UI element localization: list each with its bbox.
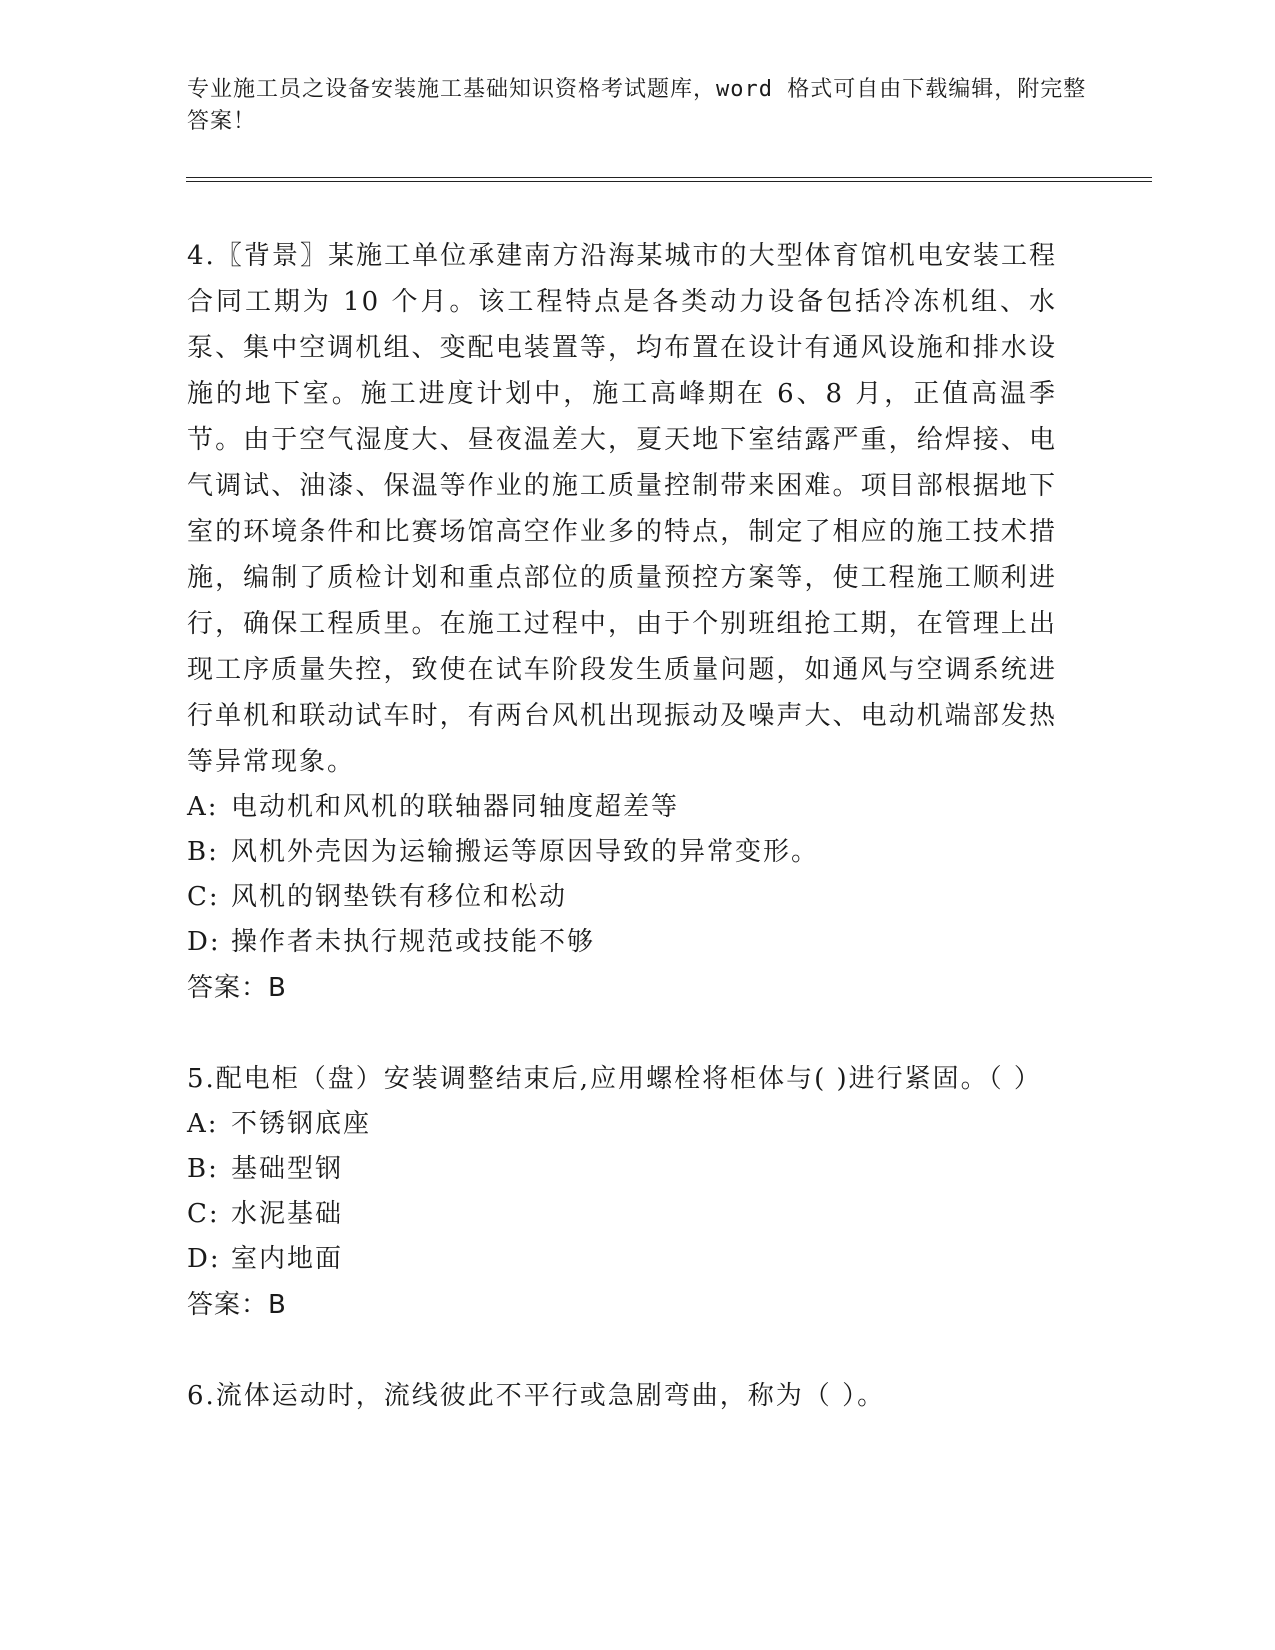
option-text: 操作者未执行规范或技能不够 <box>231 927 596 957</box>
option-a <box>187 785 1057 830</box>
option-letter: C: <box>187 882 220 912</box>
question-4 <box>187 233 1057 1011</box>
spacer <box>187 1328 1057 1373</box>
question-text: 4.〖背景〗某施工单位承建南方沿海某城市的大型体育馆机电安装工程合同工期为 10 个月。该工程特点是各类动力设备包括冷冻机组、水泵、集中空调机组、变配电装置等，均布置在设计有通风设施和排水设施的地下室。施工进度计划中，施工高峰期在 6、8 月，正值高温季节。由于空气湿度大、昼夜温差大，夏天地下室结露严重，给焊接、电气调试、油漆、保温等作业的施工质量控制带来困难。项目部根据地下室的环境条件和比赛场馆高空作业多的特点，制定了相应的施工技术措施，编制了质检计划和重点部位的质量预控方案等，使工程施工顺利进行，确保工程质里。在施工过程中，由于个别班组抢工期，在管理上出现工序质量失控，致使在试车阶段发生质量问题，如通风与空调系统进行单机和联动试车时，有两台风机出现振动及噪声大、电动机端部发热等异常现象。 <box>187 241 1057 777</box>
option-letter: B: <box>187 1154 219 1184</box>
option-text: 风机外壳因为运输搬运等原因导致的异常变形。 <box>231 837 820 867</box>
option-text: 风机的钢垫铁有移位和松动 <box>231 882 568 912</box>
answer-line: 答案：B <box>187 973 287 1003</box>
spacer <box>187 1011 1057 1056</box>
option-c <box>187 1192 1057 1237</box>
question-list <box>187 233 1057 1419</box>
option-letter: A: <box>187 1109 219 1139</box>
option-text: 不锈钢底座 <box>231 1109 372 1139</box>
option-b <box>187 830 1057 875</box>
question-text: 6.流体运动时，流线彼此不平行或急剧弯曲，称为（ ）。 <box>187 1381 886 1411</box>
option-a <box>187 1102 1057 1147</box>
option-c <box>187 875 1057 920</box>
answer-line: 答案：B <box>187 1290 287 1320</box>
question-5 <box>187 1056 1057 1328</box>
option-d <box>187 920 1057 965</box>
option-text: 电动机和风机的联轴器同轴度超差等 <box>231 792 680 822</box>
option-letter: B: <box>187 837 219 867</box>
document-header: 专业施工员之设备安装施工基础知识资格考试题库，word 格式可自由下载编辑，附完整答案！ <box>187 77 1087 134</box>
question-text: 5.配电柜（盘）安装调整结束后,应用螺栓将柜体与( )进行紧固。（ ） <box>187 1064 1042 1094</box>
header-divider <box>186 177 1152 182</box>
option-b <box>187 1147 1057 1192</box>
option-letter: C: <box>187 1199 220 1229</box>
option-letter: D: <box>187 1244 221 1274</box>
option-text: 水泥基础 <box>231 1199 344 1229</box>
option-d <box>187 1237 1057 1282</box>
question-6 <box>187 1373 1057 1419</box>
option-letter: A: <box>187 792 219 822</box>
option-text: 室内地面 <box>231 1244 344 1274</box>
option-text: 基础型钢 <box>231 1154 344 1184</box>
option-letter: D: <box>187 927 221 957</box>
